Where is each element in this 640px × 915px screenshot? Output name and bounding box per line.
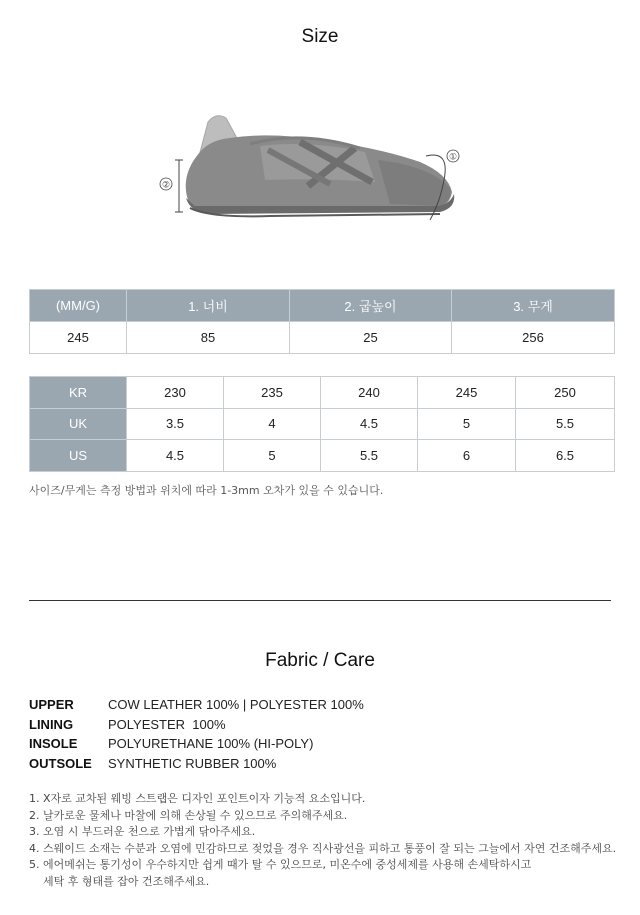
table-cell: 240 [321,377,418,409]
material-part: UPPER [29,697,74,713]
table-cell: 5 [224,440,321,472]
header-heel-height: 2. 굽높이 [290,290,452,322]
table-header-row [30,290,615,322]
material-row [29,715,364,735]
material-row [29,734,364,754]
material-part: OUTSOLE [29,755,92,771]
fabric-care-title: Fabric / Care [265,650,375,671]
size-title: Size [301,26,339,47]
row-label-us: US [30,440,127,472]
care-item: 1. X자로 교차된 웨빙 스트랩은 디자인 포인트이자 기능적 요소입니다. [29,792,366,805]
care-item: 4. 스웨이드 소재는 수분과 오염에 민감하므로 젖었을 경우 직사광선을 피하고 통풍이 잘 되는 그늘에서 자연 건조해주세요. [29,841,617,855]
table-row [30,322,615,354]
row-label-kr: KR [30,377,127,409]
table-cell: 230 [127,377,224,409]
table-cell: 6.5 [516,440,615,472]
care-item: 세탁 후 형태를 잡아 건조해주세요. [29,874,210,888]
marker-1: ① [448,152,458,163]
table-cell: 245 [30,322,127,354]
table-row [30,377,615,409]
table-cell: 6 [418,440,516,472]
material-value: COW LEATHER 100% | POLYESTER 100% [108,697,364,713]
material-value: SYNTHETIC RUBBER 100% [108,755,277,771]
size-conversion-table [29,376,615,472]
row-label-uk: UK [30,408,127,440]
table-row [30,408,615,440]
header-width: 1. 너비 [127,290,290,322]
materials-list [29,695,364,773]
table-cell: 4.5 [127,440,224,472]
table-cell: 5 [418,408,516,440]
section-divider [29,600,611,601]
table-cell: 3.5 [127,408,224,440]
header-weight: 3. 무게 [452,290,615,322]
table-cell: 25 [290,322,452,354]
shoe-illustration [150,100,480,225]
material-value: POLYESTER 100% [108,716,226,732]
table-cell: 4.5 [321,408,418,440]
table-cell: 245 [418,377,516,409]
material-value: POLYURETHANE 100% (HI-POLY) [108,736,314,752]
table-cell: 5.5 [321,440,418,472]
material-part: INSOLE [29,736,78,752]
marker-2: ② [161,180,171,191]
care-instructions [29,791,616,890]
table-cell: 250 [516,377,615,409]
material-part: LINING [29,716,74,732]
size-note: 사이즈/무게는 측정 방법과 위치에 따라 1-3mm 오차가 있을 수 있습니다. [29,484,384,497]
header-unit: (MM/G) [30,290,127,322]
measurement-table [29,289,615,354]
material-row [29,695,364,715]
table-row [30,440,615,472]
care-item: 3. 오염 시 부드러운 천으로 가볍게 닦아주세요. [29,825,256,838]
care-item: 2. 날카로운 물체나 마찰에 의해 손상될 수 있으므로 주의해주세요. [29,808,348,822]
table-cell: 235 [224,377,321,409]
table-cell: 4 [224,408,321,440]
material-row [29,754,364,774]
care-item: 5. 에어메쉬는 통기성이 우수하지만 쉽게 때가 탈 수 있으므로, 미온수에 중성세제를 사용해 손세탁하시고 [29,858,532,871]
table-cell: 5.5 [516,408,615,440]
table-cell: 85 [127,322,290,354]
table-cell: 256 [452,322,615,354]
